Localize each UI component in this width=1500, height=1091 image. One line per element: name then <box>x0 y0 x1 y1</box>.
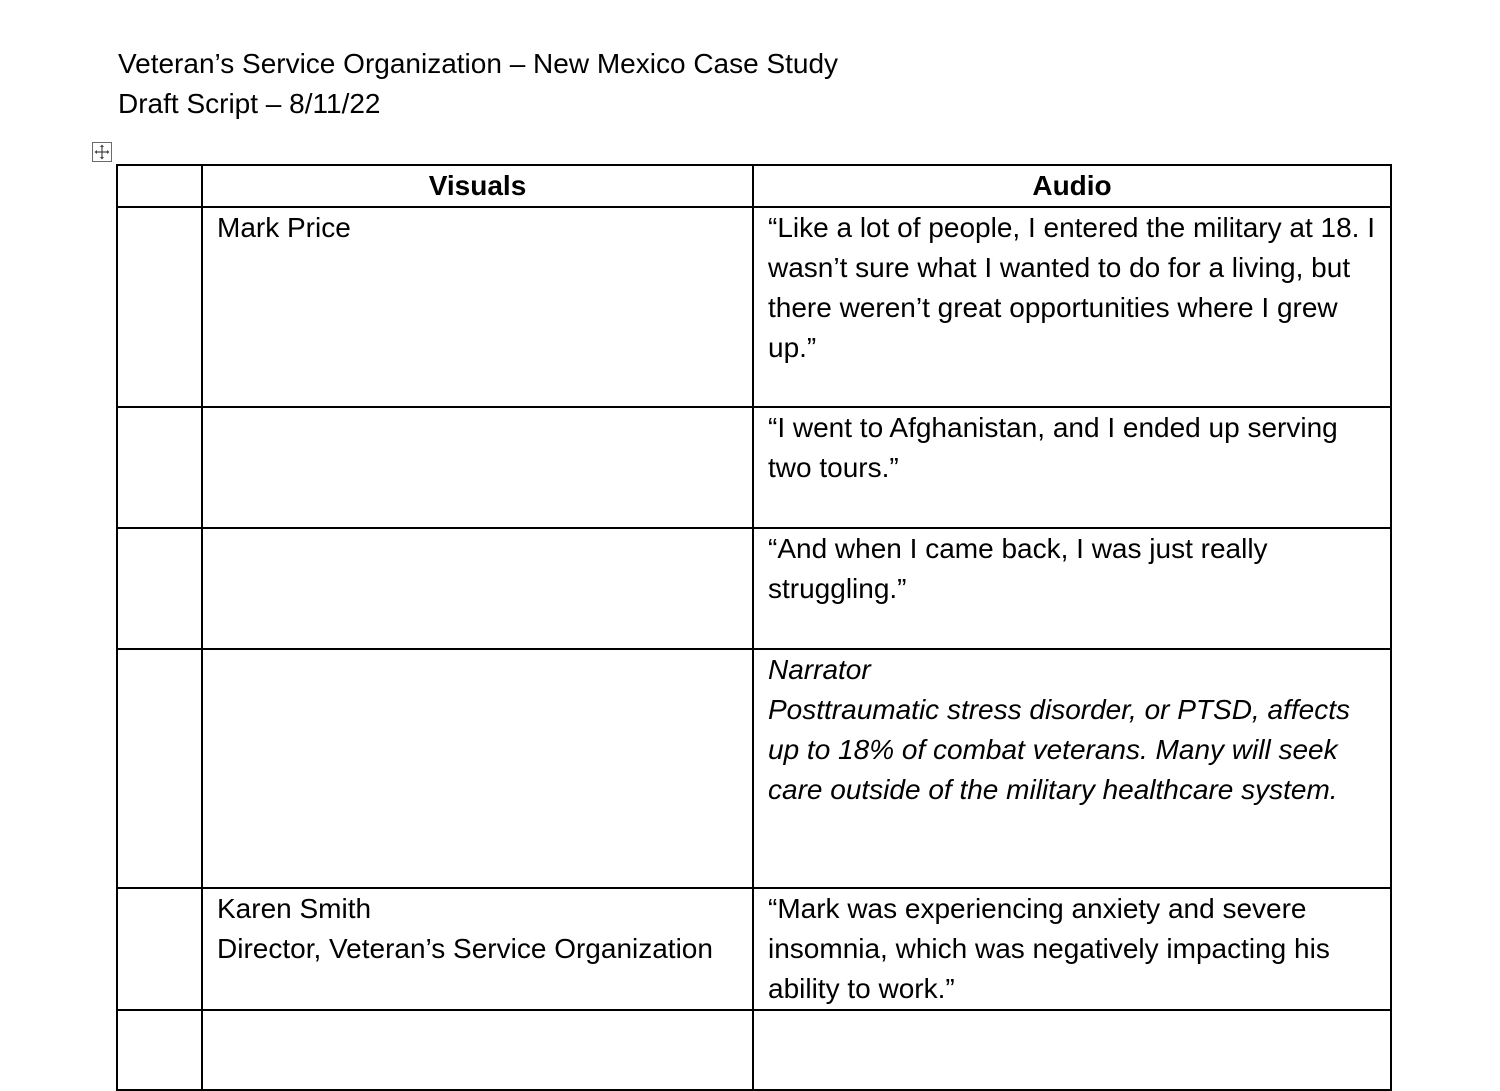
row-number-cell[interactable] <box>117 207 202 407</box>
document-subtitle: Draft Script – 8/11/22 <box>118 88 381 119</box>
table-row <box>117 888 1391 1010</box>
row-number-cell[interactable] <box>117 1010 202 1090</box>
visuals-line: Karen Smith <box>217 893 372 924</box>
script-table <box>116 164 1392 1091</box>
audio-cell[interactable] <box>753 888 1391 1010</box>
table-header-row <box>117 165 1391 207</box>
audio-cell[interactable] <box>753 207 1391 407</box>
audio-cell[interactable] <box>753 1010 1391 1090</box>
table-row <box>117 1010 1391 1090</box>
move-cross-icon[interactable] <box>92 142 112 162</box>
visuals-cell[interactable] <box>202 888 753 1010</box>
table-row <box>117 407 1391 528</box>
header-visuals: Visuals <box>202 165 753 207</box>
row-number-cell[interactable] <box>117 649 202 888</box>
row-number-cell[interactable] <box>117 528 202 649</box>
audio-text: “And when I came back, I was just really struggling.” <box>768 533 1268 604</box>
audio-speaker: Narrator <box>768 654 871 685</box>
audio-cell[interactable] <box>753 649 1391 888</box>
audio-text: Posttraumatic stress disorder, or PTSD, affects up to 18% of combat veterans. Many will seek care outside of the military healthcare system. <box>768 694 1350 805</box>
visuals-line: Mark Price <box>217 212 351 243</box>
audio-text: “I went to Afghanistan, and I ended up serving two tours.” <box>768 412 1338 483</box>
document-title: Veteran’s Service Organization – New Mexico Case Study <box>118 48 839 79</box>
header-number <box>117 165 202 207</box>
document-header <box>118 44 838 124</box>
row-number-cell[interactable] <box>117 407 202 528</box>
audio-text: “Mark was experiencing anxiety and severe insomnia, which was negatively impacting his ability to work.” <box>768 893 1330 1004</box>
visuals-cell[interactable] <box>202 207 753 407</box>
row-number-cell[interactable] <box>117 888 202 1010</box>
visuals-cell[interactable] <box>202 1010 753 1090</box>
audio-cell[interactable] <box>753 528 1391 649</box>
audio-cell[interactable] <box>753 407 1391 528</box>
visuals-cell[interactable] <box>202 407 753 528</box>
table-row <box>117 528 1391 649</box>
header-audio: Audio <box>753 165 1391 207</box>
table-row <box>117 649 1391 888</box>
audio-text: “Like a lot of people, I entered the military at 18. I wasn’t sure what I wanted to do for a living, but there weren’t great opportunities where I grew up.” <box>768 212 1376 363</box>
table-row <box>117 207 1391 407</box>
visuals-line: Director, Veteran’s Service Organization <box>217 933 713 964</box>
visuals-cell[interactable] <box>202 528 753 649</box>
visuals-cell[interactable] <box>202 649 753 888</box>
